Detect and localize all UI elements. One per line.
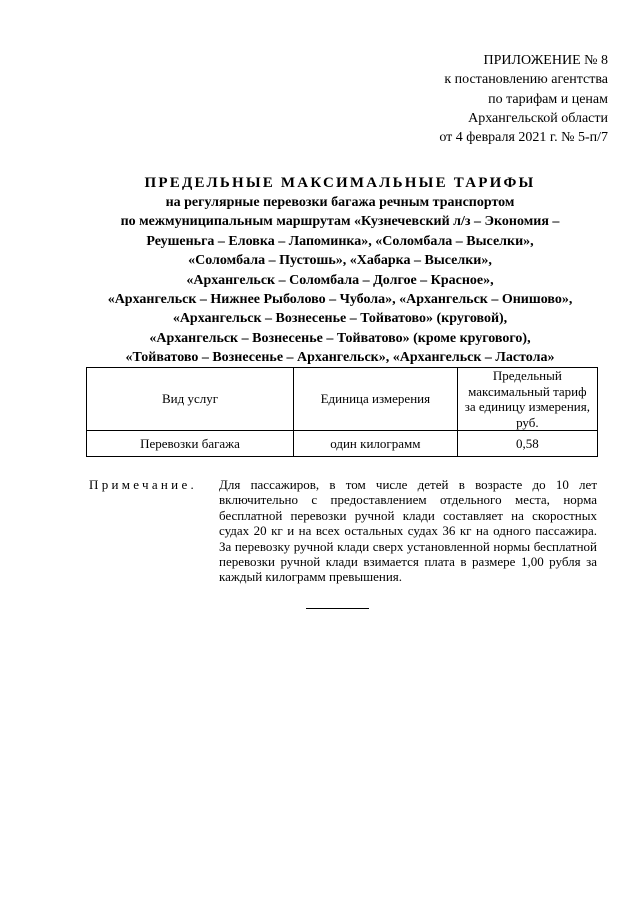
subtitle-line: «Соломбала – Пустошь», «Хабарка – Выселки»,	[188, 253, 492, 269]
appendix-agency: по тарифам и ценам	[488, 91, 608, 107]
tariff-table	[86, 367, 598, 457]
cell-unit: один килограмм	[294, 431, 458, 457]
table-row	[87, 431, 598, 457]
header-unit: Единица измерения	[294, 368, 458, 431]
subtitle-line: «Тойватово – Вознесенье – Архангельск», «Архангельск – Ластола»	[125, 350, 555, 366]
note-text: Для пассажиров, в том числе детей в возрасте до 10 лет включительно с предоставлением отдельного места, норма бесплатной перевозки ручной клади составляет на скоростных судах 20 кг и на всех остальных судах 36 кг на одного пассажира. За перевозку ручной клади сверх установленной нормы бесплатной перевозки ручной клади взимается плата в размере 1,00 рубля за каждый килограмм превышения.	[219, 477, 597, 585]
subtitle-line: «Архангельск – Вознесенье – Тойватово» (круговой),	[172, 311, 508, 327]
header-max-tariff: Предельный максимальный тариф за единицу измерения, руб.	[457, 368, 597, 431]
cell-tariff-value: 0,58	[457, 431, 597, 457]
note-label: Примечание.	[89, 477, 198, 492]
appendix-reference: к постановлению агентства	[444, 72, 608, 88]
header-service-type: Вид услуг	[87, 368, 294, 431]
subtitle-line: «Архангельск – Вознесенье – Тойватово» (кроме кругового),	[149, 330, 531, 346]
table-header-row	[87, 368, 598, 431]
subtitle-line: на регулярные перевозки багажа речным транспортом	[165, 195, 515, 210]
document-title	[40, 173, 640, 368]
subtitle-line: Реушеньга – Еловка – Лапоминка», «Соломбала – Выселки»,	[146, 233, 534, 249]
appendix-region: Архангельской области	[468, 110, 608, 126]
closing-divider	[306, 608, 369, 609]
subtitle-line: по межмуниципальным маршрутам «Кузнечевский л/з – Экономия –	[120, 214, 560, 230]
appendix-header	[348, 51, 608, 147]
cell-service-type: Перевозки багажа	[87, 431, 294, 457]
subtitle-line: «Архангельск – Соломбала – Долгое – Красное»,	[186, 272, 494, 288]
appendix-number: ПРИЛОЖЕНИЕ № 8	[483, 53, 608, 68]
title-subtitle	[40, 193, 640, 368]
appendix-date: от 4 февраля 2021 г. № 5-п/7	[439, 130, 608, 146]
subtitle-line: «Архангельск – Нижнее Рыболово – Чубола», «Архангельск – Онишово»,	[107, 292, 573, 308]
title-main: ПРЕДЕЛЬНЫЕ МАКСИМАЛЬНЫЕ ТАРИФЫ	[144, 175, 536, 191]
